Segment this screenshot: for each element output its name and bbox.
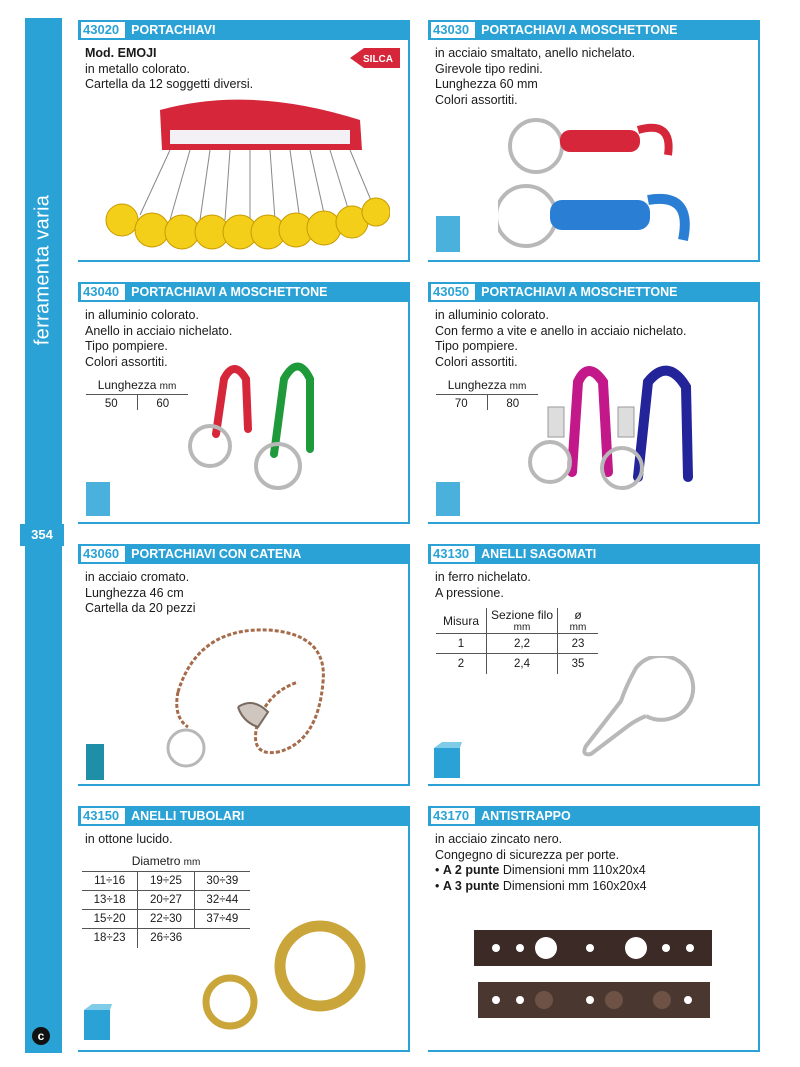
product-description	[435, 570, 531, 601]
description-line: in metallo colorato.	[85, 61, 190, 76]
table-cell: 70	[436, 395, 487, 411]
description-line: Colori assortiti.	[435, 354, 518, 369]
bullet-text: Dimensioni mm 110x20x4	[502, 863, 646, 877]
bullet-label: A 2 punte	[442, 863, 500, 877]
table-header: Lunghezza	[97, 378, 157, 392]
table-unit: mm	[513, 622, 531, 633]
table-header: Diametro	[131, 854, 181, 868]
description-line: Cartella da 12 soggetti diversi.	[85, 77, 254, 91]
table-unit: mm	[159, 381, 177, 392]
blister-pack-icon	[86, 482, 110, 516]
screw-lock-carabiner-image	[528, 362, 708, 502]
table-cell: 2,4	[487, 654, 558, 674]
section-title: ferramenta varia	[31, 194, 54, 346]
blister-pack-icon	[436, 216, 460, 252]
card-header	[428, 544, 758, 564]
table-cell: 2	[436, 654, 487, 674]
product-title: PORTACHIAVI A MOSCHETTONE	[131, 285, 328, 299]
product-code: 43040	[81, 284, 125, 300]
product-card-43030	[428, 20, 760, 262]
length-table	[436, 378, 538, 410]
card-header	[78, 282, 408, 302]
table-header: Misura	[436, 608, 487, 634]
product-description	[435, 46, 635, 108]
bullet-text: Dimensioni mm 160x20x4	[502, 878, 647, 893]
table-cell: 32÷44	[206, 894, 239, 906]
description-line: Cartella da 20 pezzi	[85, 601, 196, 615]
bullet-item: • A 3 punte Dimensioni mm 160x20x4	[435, 878, 647, 893]
page-number: 354	[20, 524, 64, 546]
description-line: in ottone lucido.	[85, 832, 173, 846]
description-line: in alluminio colorato.	[85, 308, 199, 322]
table-cell: 50	[86, 395, 137, 411]
product-card-43040	[78, 282, 410, 524]
snap-hook-keychain-image	[498, 110, 718, 260]
table-cell: 19÷25	[138, 872, 195, 891]
product-description	[85, 570, 195, 617]
product-title: PORTACHIAVI	[131, 23, 216, 37]
brass-ring-image	[188, 918, 388, 1038]
product-code: 43150	[81, 808, 125, 824]
model-name: Mod. EMOJI	[85, 46, 157, 60]
description-line: in acciaio smaltato, anello nichelato.	[435, 46, 636, 60]
table-cell: 23	[571, 637, 585, 650]
table-cell: 26÷36	[150, 932, 183, 945]
product-code: 43170	[431, 808, 475, 824]
description-line: A pressione.	[435, 585, 504, 600]
product-title: PORTACHIAVI CON CATENA	[131, 547, 302, 561]
description-line: Lunghezza 60 mm	[435, 77, 538, 91]
table-cell: 35	[571, 657, 585, 670]
table-cell: 1	[436, 634, 487, 654]
product-title: ANELLI SAGOMATI	[481, 547, 597, 561]
table-unit: mm	[569, 622, 587, 633]
table-cell: 30÷39	[206, 875, 239, 887]
description-line: Colori assortiti.	[435, 92, 518, 107]
card-header	[428, 282, 758, 302]
card-header	[78, 20, 408, 40]
table-cell: 15÷20	[82, 910, 138, 929]
table-header: ø	[574, 608, 582, 622]
bullet-item: • A 2 punte Dimensioni mm 110x20x4	[435, 863, 646, 877]
description-line: in acciaio cromato.	[85, 570, 190, 584]
product-card-43170	[428, 806, 760, 1052]
card-header	[78, 544, 408, 564]
blister-pack-icon	[86, 744, 104, 780]
card-header	[428, 20, 758, 40]
description-line: Congegno di sicurezza per porte.	[435, 847, 620, 862]
box-pack-icon	[82, 1002, 114, 1042]
blister-pack-icon	[436, 482, 460, 516]
table-header: Sezione filo	[490, 608, 554, 622]
product-title: ANTISTRAPPO	[481, 809, 571, 823]
product-card-43050	[428, 282, 760, 524]
card-header	[428, 806, 758, 826]
table-header: Lunghezza	[447, 378, 507, 392]
product-code: 43050	[431, 284, 475, 300]
ring-spec-table	[436, 608, 598, 674]
table-unit: mm	[509, 381, 527, 392]
product-code: 43020	[81, 22, 125, 38]
bullet-label: A 3 punte	[442, 878, 500, 893]
table-cell: 2,2	[487, 634, 558, 654]
product-description	[85, 832, 173, 848]
description-line: Tipo pompiere.	[435, 339, 518, 353]
box-pack-icon	[432, 740, 464, 780]
brand-logo-icon: c	[32, 1027, 50, 1045]
product-description	[435, 308, 687, 370]
description-line: Colori assortiti.	[85, 354, 168, 369]
description-line: Girevole tipo redini.	[435, 61, 543, 76]
table-cell: 11÷16	[82, 872, 138, 891]
table-unit: mm	[183, 857, 201, 868]
product-card-43020	[78, 20, 410, 262]
product-code: 43030	[431, 22, 475, 38]
description-line: Lunghezza 46 cm	[85, 585, 184, 600]
product-description	[85, 46, 253, 93]
product-card-43130	[428, 544, 760, 786]
table-cell: 22÷30	[138, 910, 195, 929]
emoji-keychain-card-image	[100, 90, 390, 260]
table-cell: 18÷23	[82, 929, 138, 948]
product-card-43060	[78, 544, 410, 786]
silca-logo-icon	[346, 44, 404, 72]
description-line: in alluminio colorato.	[435, 308, 549, 322]
carabiner-keychain-image	[186, 354, 346, 504]
description-line: in acciaio zincato nero.	[435, 832, 563, 846]
product-title: ANELLI TUBOLARI	[131, 809, 245, 823]
product-code: 43130	[431, 546, 475, 562]
svg-text:SILCA: SILCA	[363, 54, 393, 65]
table-cell: 13÷18	[82, 891, 138, 910]
anti-tear-plate-image	[472, 924, 716, 1024]
card-header	[78, 806, 408, 826]
description-line: Anello in acciaio nichelato.	[85, 323, 233, 338]
product-description	[435, 832, 647, 894]
shaped-ring-image	[576, 656, 696, 766]
product-card-43150	[78, 806, 410, 1052]
chain-keychain-image	[158, 622, 358, 772]
description-line: in ferro nichelato.	[435, 570, 531, 584]
description-line: Tipo pompiere.	[85, 339, 168, 353]
table-cell: 20÷27	[138, 891, 195, 910]
product-title: PORTACHIAVI A MOSCHETTONE	[481, 23, 678, 37]
table-cell: 37÷49	[206, 913, 239, 925]
table-cell: 80	[506, 398, 520, 410]
length-table	[86, 378, 188, 410]
product-title: PORTACHIAVI A MOSCHETTONE	[481, 285, 678, 299]
product-code: 43060	[81, 546, 125, 562]
table-cell: 60	[156, 398, 170, 410]
description-line: Con fermo a vite e anello in acciaio nichelato.	[435, 323, 687, 338]
